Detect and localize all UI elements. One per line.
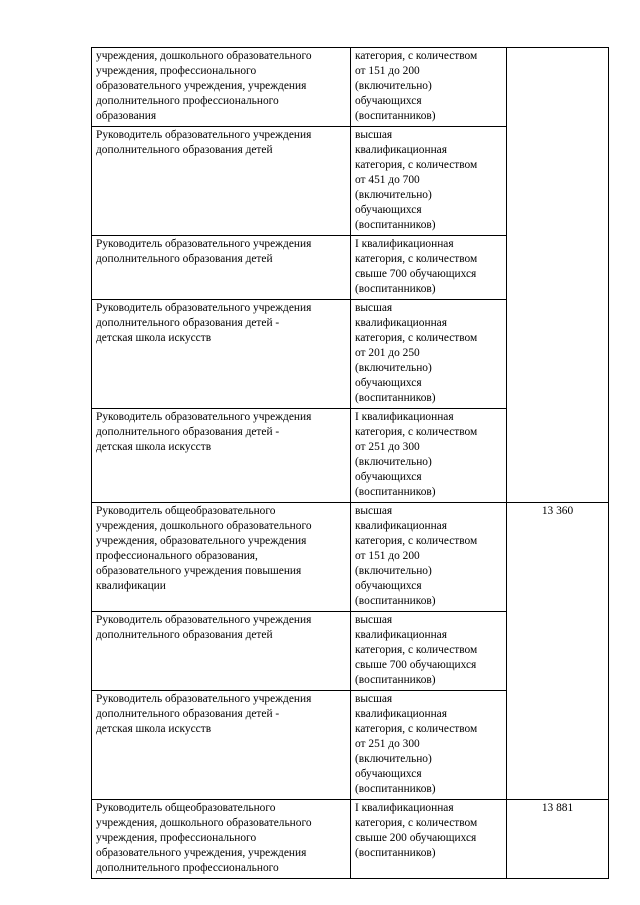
category-cell: высшая квалификационная категория, с количеством свыше 700 обучающихся (воспитанников) [351, 612, 507, 691]
category-cell: I квалификационная категория, с количеством от 251 до 300 (включительно) обучающихся (воспитанников) [351, 409, 507, 503]
position-cell: Руководитель общеобразовательного учреждения, дошкольного образовательного учреждения, профессионального образовательного учреждения, учреждения дополнительного профессионального [92, 800, 351, 879]
position-cell: учреждения, дошкольного образовательного учреждения, профессионального образовательного учреждения, учреждения дополнительного профессионального образования [92, 48, 351, 127]
position-cell: Руководитель образовательного учреждения дополнительного образования детей [92, 612, 351, 691]
position-cell: Руководитель образовательного учреждения дополнительного образования детей - детская школа искусств [92, 691, 351, 800]
salary-cell-empty [507, 48, 609, 503]
category-cell: высшая квалификационная категория, с количеством от 151 до 200 (включительно) обучающихся (воспитанников) [351, 503, 507, 612]
salary-value: 13 360 [507, 503, 609, 800]
position-cell: Руководитель образовательного учреждения дополнительного образования детей [92, 236, 351, 300]
position-cell: Руководитель общеобразовательного учреждения, дошкольного образовательного учреждения, образовательного учреждения профессионального образования, образовательного учреждения повышения квалификации [92, 503, 351, 612]
salary-value: 13 881 [507, 800, 609, 879]
position-cell: Руководитель образовательного учреждения дополнительного образования детей - детская школа искусств [92, 300, 351, 409]
category-cell: высшая квалификационная категория, с количеством от 451 до 700 (включительно) обучающихся (воспитанников) [351, 127, 507, 236]
position-cell: Руководитель образовательного учреждения дополнительного образования детей [92, 127, 351, 236]
category-cell: высшая квалификационная категория, с количеством от 251 до 300 (включительно) обучающихся (воспитанников) [351, 691, 507, 800]
salary-table [91, 47, 609, 879]
table-row [92, 503, 609, 612]
category-cell: I квалификационная категория, с количеством свыше 200 обучающихся (воспитанников) [351, 800, 507, 879]
category-cell: категория, с количеством от 151 до 200 (включительно) обучающихся (воспитанников) [351, 48, 507, 127]
table-row [92, 48, 609, 127]
category-cell: высшая квалификационная категория, с количеством от 201 до 250 (включительно) обучающихся (воспитанников) [351, 300, 507, 409]
category-cell: I квалификационная категория, с количеством свыше 700 обучающихся (воспитанников) [351, 236, 507, 300]
position-cell: Руководитель образовательного учреждения дополнительного образования детей - детская школа искусств [92, 409, 351, 503]
table-row [92, 800, 609, 879]
